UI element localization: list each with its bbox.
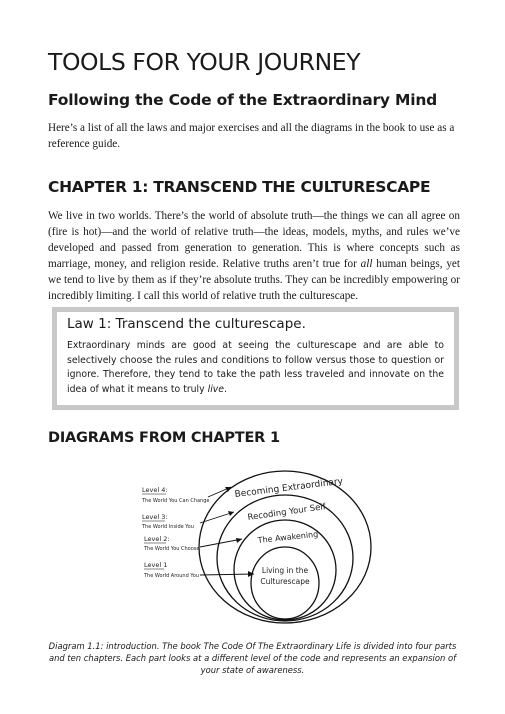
level-1-desc: The World Around You: [144, 573, 199, 579]
level-3-label: [141, 511, 234, 530]
page-title: TOOLS FOR YOUR JOURNEY: [48, 48, 361, 76]
level-4-title: Level 4:: [142, 486, 168, 494]
level-3-desc: The World Inside You: [142, 524, 194, 530]
level-4-desc: The World You Can Change: [142, 498, 210, 504]
level-2-title: Level 2:: [144, 535, 170, 543]
ring-label-third: The Awakening: [257, 529, 319, 545]
ring-label-outer: Becoming Extraordinary: [234, 476, 344, 500]
diagram-caption: [40, 640, 465, 676]
chapter-heading: CHAPTER 1: TRANSCEND THE CULTURESCAPE: [48, 178, 431, 196]
law-text: [67, 339, 444, 397]
ring-label-inner-line1: Living in the: [261, 566, 309, 575]
level-1-arrow: [200, 574, 254, 575]
level-4-label: [141, 486, 231, 504]
level-2-label: [143, 535, 242, 552]
level-3-title: Level 3:: [142, 513, 168, 521]
ring-label-second: Recoding Your Self: [247, 502, 327, 523]
level-2-desc: The World You Choose: [144, 546, 200, 552]
law-text-part2: .: [224, 383, 227, 395]
caption-tail: is divided into four parts and ten chapters. Each part looks at a different level of the code and represents an expansion of your state of awareness.: [48, 641, 457, 675]
caption-lead: Diagram 1.1: introduction. The book: [48, 641, 204, 651]
awareness-levels-diagram: [130, 465, 380, 625]
body-text-part1: We live in two worlds. There’s the world of absolute truth—the things we can all agree on (fire is hot)—and the world of relative truth—the ideas, models, myths, and rules we’ve developed and passed from generation to generation. This is where concepts such as marriage, money, and religion reside. Relative truths aren’t true for: [48, 210, 460, 270]
law-text-part1: Extraordinary minds are good at seeing the culturescape and are able to selectively choose the rules and conditions to follow versus those to question or ignore. Therefore, they tend to take the path less traveled and innovate on the idea of what it means to truly: [67, 340, 444, 395]
intro-paragraph: Here’s a list of all the laws and major exercises and all the diagrams in the book to use as a reference guide.: [48, 122, 455, 150]
body-text-emphasis: all: [360, 258, 373, 270]
level-1-label: [143, 561, 254, 579]
body-text-part2: human beings, yet we tend to live by them as if they’re absolute truths. They can be incredibly empowering or incredibly limiting. I call this world of relative truth the culturescape.: [48, 258, 461, 302]
law-title: Law 1: Transcend the culturescape.: [67, 316, 306, 332]
diagrams-heading: DIAGRAMS FROM CHAPTER 1: [48, 430, 280, 446]
level-1-title: Level 1: [144, 561, 168, 569]
law-text-emphasis: live: [207, 383, 224, 395]
caption-book-title: The Code Of The Extraordinary Life: [203, 641, 352, 651]
level-2-arrow: [200, 539, 242, 547]
page-subtitle: Following the Code of the Extraordinary Mind: [48, 91, 438, 109]
chapter-body-paragraph: [48, 208, 460, 304]
ring-label-inner-line2: Culturescape: [260, 577, 310, 586]
law-callout-box: [52, 307, 459, 410]
